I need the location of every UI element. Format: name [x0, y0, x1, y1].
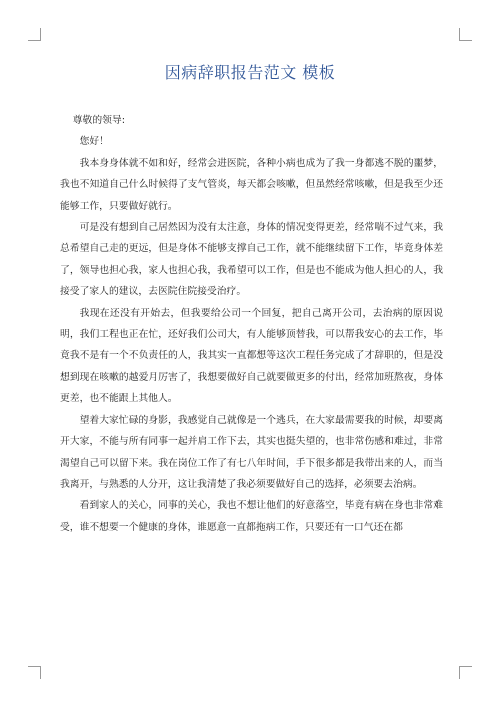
crop-mark-top-right: [459, 28, 472, 41]
document-title: 因病辞职报告范文 模板: [164, 63, 336, 82]
paragraph: 看到家人的关心，同事的关心，我也不想让他们的好意落空，毕竟有病在身也非常难受，谁不想要一个健康的身体，谁愿意一直都拖病工作，只要还有一口气还在都: [60, 500, 443, 533]
paragraph: 可是没有想到自己居然因为没有太注意，身体的情况变得更差，经常喘不过气来，我总希望自己走的更远，但是身体不能够支撑自己工作，就不能继续留下工作，毕竟身体差了，领导也担心我，家人也担心我，我希望可以工作，但是也不能成为他人担心的人，我接受了家人的建议，去医院住院接受治疗。: [60, 222, 443, 298]
paragraph: 望着大家忙碌的身影，我感觉自己就像是一个逃兵，在大家最需要我的时候，却要离开大家，不能与所有同事一起并肩工作下去，其实也挺失望的，也非常伤感和难过，非常渴望自己可以留下来。我在岗位工作了有七八年时间，手下很多都是我带出来的人，而当我离开，与熟悉的人分开，这让我清楚了我必须要做好自己的选择，必须要去治病。: [60, 414, 443, 490]
crop-mark-bottom-right: [459, 666, 472, 679]
salutation: 尊敬的领导:: [72, 115, 126, 126]
crop-mark-top-left: [28, 28, 41, 41]
paragraph: 我现在还没有开始去，但我要给公司一个回复，把自己离开公司，去治病的原因说明，我们工程也正在忙，还好我们公司大，有人能够顶替我，可以帮我安心的去工作，毕竟我不是有一个不负责任的人，我其实一直都想等这次工程任务完成了才辞职的，但是没想到现在咳嗽的越爱月厉害了，我想要做好自己就要做更多的付出，经常加班熬夜，身体更差，也不能跟上其他人。: [60, 307, 443, 405]
greeting: 您好！: [79, 136, 109, 148]
document-body: [60, 110, 443, 538]
paragraph: 我本身身体就不如和好，经常会进医院，各种小病也成为了我一身都逃不脱的噩梦，我也不知道自己什么时候得了支气管炎，每天都会咳嗽，但虽然经常咳嗽，但是我至少还能够工作，只要做好就行。: [60, 157, 443, 212]
crop-mark-bottom-left: [28, 666, 41, 679]
